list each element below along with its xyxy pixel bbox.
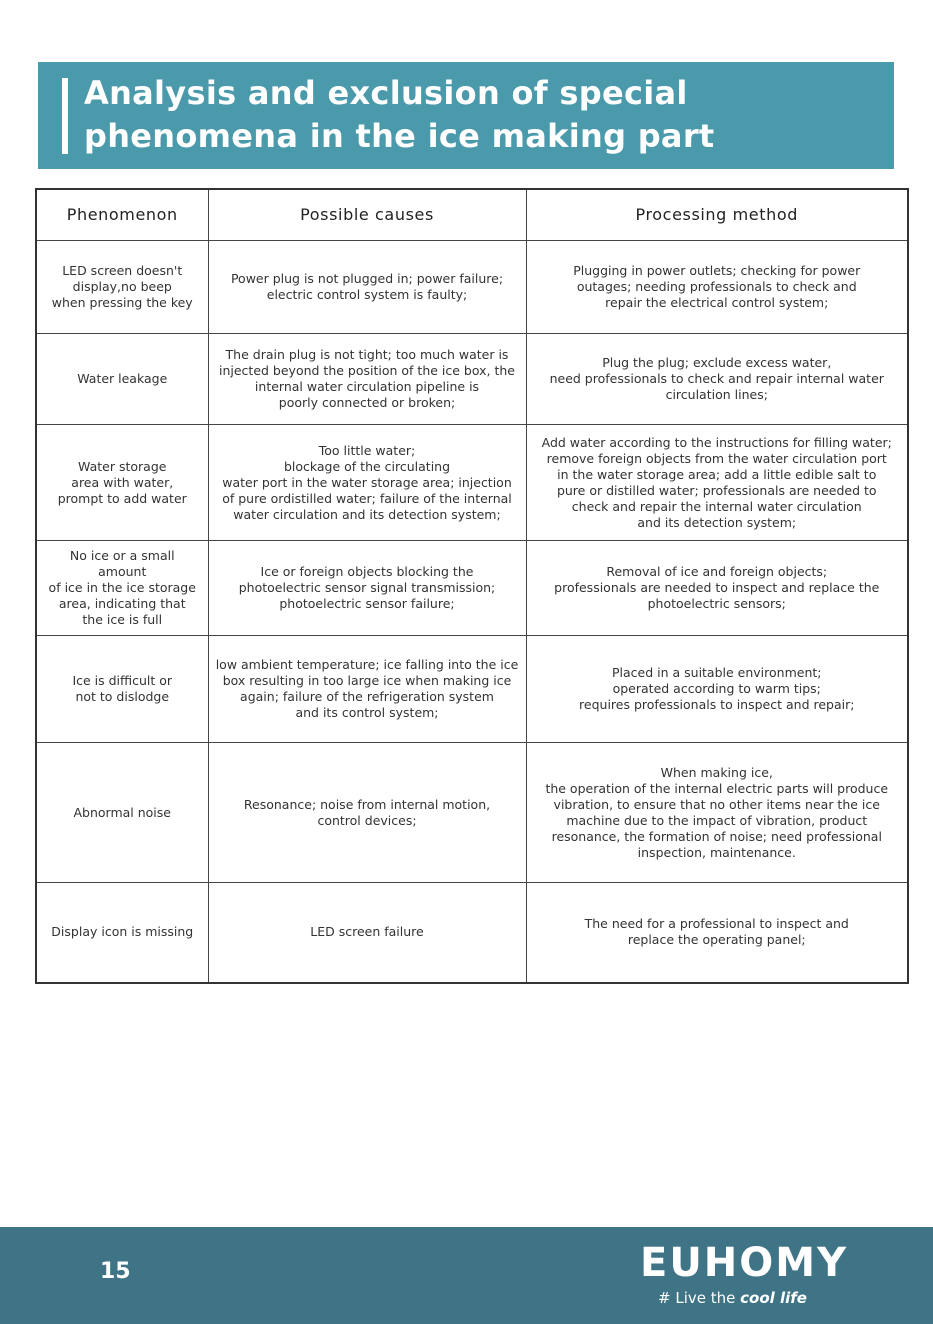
cell-text-line: replace the operating panel; [627, 932, 806, 948]
table-row [36, 425, 908, 541]
cell-text-line: Ice or foreign objects blocking the [260, 564, 474, 579]
cell-text-line: Display icon is missing [51, 924, 194, 940]
cell-text-line: Placed in a suitable environment; [611, 665, 822, 680]
method-cell [526, 883, 908, 983]
method-cell [526, 334, 908, 425]
causes-cell [208, 541, 526, 636]
cell-text-line: low ambient temperature; ice falling into the ice [215, 657, 519, 672]
phenomenon-cell [36, 241, 208, 334]
cell-text-line: prompt to add water [57, 490, 187, 506]
cell-text-line: The need for a professional to inspect and [584, 916, 849, 932]
page-footer [0, 1227, 933, 1324]
cell-text-line: electric control system is faulty; [266, 287, 468, 302]
cell-text-line: and its control system; [295, 705, 439, 720]
cell-text-line: in the water storage area; add a little edible salt to [557, 466, 877, 482]
table-row [36, 334, 908, 425]
cell-text-line: internal water circulation pipeline is [254, 379, 480, 394]
table-row [36, 541, 908, 636]
cell-text-line: the operation of the internal electric parts will produce [545, 780, 889, 796]
causes-cell [208, 743, 526, 883]
method-cell [526, 636, 908, 743]
cell-text-line: poorly connected or broken; [278, 395, 456, 410]
cell-text-line: No ice or a small amount [69, 548, 175, 579]
cell-text-line: Plugging in power outlets; checking for power [573, 263, 861, 278]
cell-text-line: Water leakage [77, 371, 168, 386]
method-cell [526, 241, 908, 334]
cell-text-line: resonance, the formation of noise; need professional [551, 828, 882, 844]
title-accent-bar [62, 78, 68, 154]
cell-text-line: circulation lines; [665, 387, 768, 402]
cell-text-line: operated according to warm tips; [612, 681, 821, 696]
page-title-line-1: Analysis and exclusion of special [84, 74, 688, 112]
cell-text-line: again; failure of the refrigeration system [240, 689, 494, 704]
cell-text-line: the ice is full [82, 612, 163, 627]
column-header-phenomenon: Phenomenon [36, 189, 208, 241]
cell-text-line: Too little water; [318, 442, 416, 458]
phenomenon-cell [36, 636, 208, 743]
phenomenon-cell [36, 743, 208, 883]
cell-text-line: of ice in the ice storage [48, 580, 196, 595]
causes-cell [208, 334, 526, 425]
cell-text-line: photoelectric sensors; [647, 596, 786, 611]
cell-text-line: LED screen failure [310, 924, 424, 940]
phenomenon-cell [36, 541, 208, 636]
cell-text-line: repair the electrical control system; [605, 295, 829, 310]
method-cell [526, 541, 908, 636]
cell-text-line: photoelectric sensor failure; [279, 596, 455, 611]
cell-text-line: water circulation and its detection system; [233, 506, 501, 522]
causes-cell [208, 636, 526, 743]
cell-text-line: water port in the water storage area; injection [222, 474, 512, 490]
cell-text-line: when pressing the key [51, 295, 193, 310]
cell-text-line: Water storage [78, 458, 167, 474]
cell-text-line: not to dislodge [75, 689, 170, 704]
cell-text-line: of pure ordistilled water; failure of the internal [222, 490, 512, 506]
cell-text-line: remove foreign objects from the water circulation port [546, 450, 887, 466]
cell-text-line: The drain plug is not tight; too much water is [225, 347, 509, 362]
table-row [36, 636, 908, 743]
cell-text-line: pure or distilled water; professionals are needed to [556, 482, 877, 498]
cell-text-line: Resonance; noise from internal motion, [243, 796, 491, 812]
cell-text-line: area, indicating that [58, 596, 186, 611]
cell-text-line: Power plug is not plugged in; power failure; [230, 271, 504, 286]
cell-text-line: Add water according to the instructions for filling water; [541, 434, 892, 450]
cell-text-line: display,no beep [72, 279, 172, 294]
phenomenon-cell [36, 883, 208, 983]
tagline-prefix: # Live the [658, 1289, 741, 1307]
cell-text-line: LED screen doesn't [62, 263, 183, 278]
troubleshooting-table [35, 188, 909, 984]
table-row [36, 743, 908, 883]
cell-text-line: machine due to the impact of vibration, product [566, 812, 868, 828]
cell-text-line: When making ice, [660, 764, 773, 780]
brand-tagline [658, 1289, 807, 1307]
cell-text-line: blockage of the circulating [283, 458, 451, 474]
cell-text-line: Plug the plug; exclude excess water, [602, 355, 832, 370]
cell-text-line: control devices; [317, 812, 417, 828]
table-header-row [36, 189, 908, 241]
table-row [36, 883, 908, 983]
causes-cell [208, 883, 526, 983]
cell-text-line: inspection, maintenance. [637, 844, 796, 860]
page-title [84, 72, 874, 158]
cell-text-line: Abnormal noise [73, 804, 171, 820]
title-banner [38, 62, 894, 169]
column-header-method: Processing method [526, 189, 908, 241]
page-number: 15 [100, 1259, 131, 1284]
cell-text-line: Ice is difficult or [72, 673, 173, 688]
causes-cell [208, 425, 526, 541]
page-title-line-2: phenomena in the ice making part [84, 117, 715, 155]
causes-cell [208, 241, 526, 334]
phenomenon-cell [36, 425, 208, 541]
cell-text-line: Removal of ice and foreign objects; [606, 564, 828, 579]
cell-text-line: check and repair the internal water circulation [571, 498, 862, 514]
column-header-causes: Possible causes [208, 189, 526, 241]
cell-text-line: box resulting in too large ice when making ice [222, 673, 512, 688]
cell-text-line: and its detection system; [637, 514, 797, 530]
cell-text-line: requires professionals to inspect and repair; [579, 697, 855, 712]
method-cell [526, 425, 908, 541]
tagline-emphasis: cool life [740, 1289, 807, 1307]
brand-logo: EUHOMY [640, 1240, 849, 1286]
phenomenon-cell [36, 334, 208, 425]
cell-text-line: professionals are needed to inspect and replace the [554, 580, 880, 595]
cell-text-line: area with water, [71, 474, 174, 490]
cell-text-line: photoelectric sensor signal transmission; [238, 580, 496, 595]
method-cell [526, 743, 908, 883]
cell-text-line: vibration, to ensure that no other items near the ice [553, 796, 880, 812]
cell-text-line: injected beyond the position of the ice box, the [219, 363, 515, 378]
cell-text-line: need professionals to check and repair internal water [549, 371, 884, 386]
cell-text-line: outages; needing professionals to check and [576, 279, 857, 294]
table-row [36, 241, 908, 334]
